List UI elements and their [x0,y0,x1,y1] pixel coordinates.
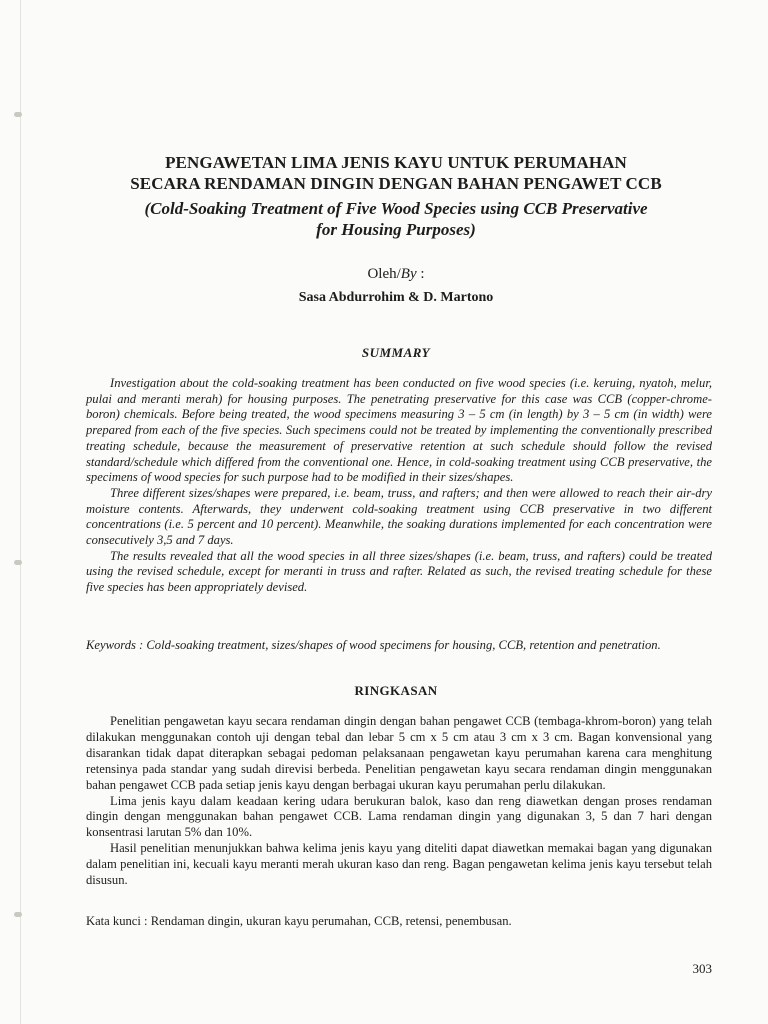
title-line-1: PENGAWETAN LIMA JENIS KAYU UNTUK PERUMAHAN [165,153,627,172]
keywords: Keywords : Cold-soaking treatment, sizes/shapes of wood specimens for housing, CCB, retention and penetration. [86,638,661,652]
authors: Sasa Abdurrohim & D. Martono [298,290,494,305]
title-block [86,152,706,240]
byline [86,266,706,283]
ringkasan-paragraph: Lima jenis kayu dalam keadaan kering udara berukuran balok, kaso dan reng diawetkan dengan proses rendaman dingin dengan menggunakan bahan pengawet CCB. Lama rendaman dingin yang digunakan 3, 5 dan 7 hari dengan konsentrasi larutan 5% dan 10%. [86,793,712,840]
byline-by: By [400,266,417,282]
kata-kunci: Kata kunci : Rendaman dingin, ukuran kayu perumahan, CCB, retensi, penembusan. [86,914,512,928]
ringkasan-paragraph: Penelitian pengawetan kayu secara rendaman dingin dengan bahan pengawet CCB (tembaga-khrom-boron) yang telah dilakukan menggunakan contoh uji dengan tebal dan lebar 5 cm x 5 cm atau 3 cm x 3 cm. Bagan konvensional yang disarankan tidak dapat diterapkan sebagai pedoman pelaksanaan pengawetan kayu perumahan karena cara menghitung retensinya pada standar yang sudah direvisi berbeda. Penelitian pengawetan kayu secara rendaman dingin menggunakan bahan pengawet CCB pada setiap jenis kayu dengan berbagai ukuran kayu perumahan perlu dilakukan. [86,714,712,792]
byline-oleh: Oleh/ [367,266,401,282]
ringkasan-body [86,714,712,889]
summary-paragraph: Three different sizes/shapes were prepared, i.e. beam, truss, and rafters; and then were allowed to reach their air-dry moisture contents. Afterwards, they underwent cold-soaking treatment using CCB preservative in two different concentrations (i.e. 5 percent and 10 percent). Meanwhile, the soaking durations implemented for each concentration were consecutively 3,5 and 7 days. [86,485,712,548]
page-number: 303 [692,961,712,976]
title-line-2: SECARA RENDAMAN DINGIN DENGAN BAHAN PENGAWET CCB [130,174,662,193]
punch-mark [14,112,22,117]
summary-paragraph: The results revealed that all the wood species in all three sizes/shapes (i.e. beam, truss, and rafters) could be treated using the revised schedule, except for meranti in truss and rafter. Related as such, the revised treating schedule for these five species has been appropriately devised. [86,548,712,595]
punch-mark [14,912,22,917]
summary-body [86,376,712,596]
byline-colon: : [416,266,425,282]
ringkasan-paragraph: Hasil penelitian menunjukkan bahwa kelima jenis kayu yang diteliti dapat diawetkan memakai bagan yang digunakan dalam penelitian ini, kecuali kayu meranti merah ukuran kaso dan reng. Bagan pengawetan kelima jenis kayu tersebut telah disusun. [86,841,712,888]
english-title-line-1: (Cold-Soaking Treatment of Five Wood Species using CCB Preservative [144,199,648,218]
punch-mark [14,560,22,565]
summary-paragraph: Investigation about the cold-soaking treatment has been conducted on five wood species (i.e. keruing, nyatoh, melur, pulai and meranti merah) for housing purposes. The penetrating preservative for this case was CCB (copper-chrome-boron) chemicals. Before being treated, the wood specimens measuring 3 – 5 cm (in length) by 3 – 5 cm (in width) were prepared from each of the five species. Such specimens could not be treated by implementing the conventionally prescribed treating schedule, because the measurement of preservative retention at such schedule should follow the revised standard/schedule which differed from the conventional one. Hence, in cold-soaking treatment using CCB preservative, the specimens of wood species for such purpose had to be modified in their sizes/shapes. [86,376,712,485]
summary-heading: SUMMARY [361,345,431,360]
binding-line [20,0,21,1024]
ringkasan-heading: RINGKASAN [354,683,438,698]
english-title-line-2: for Housing Purposes) [316,220,476,239]
